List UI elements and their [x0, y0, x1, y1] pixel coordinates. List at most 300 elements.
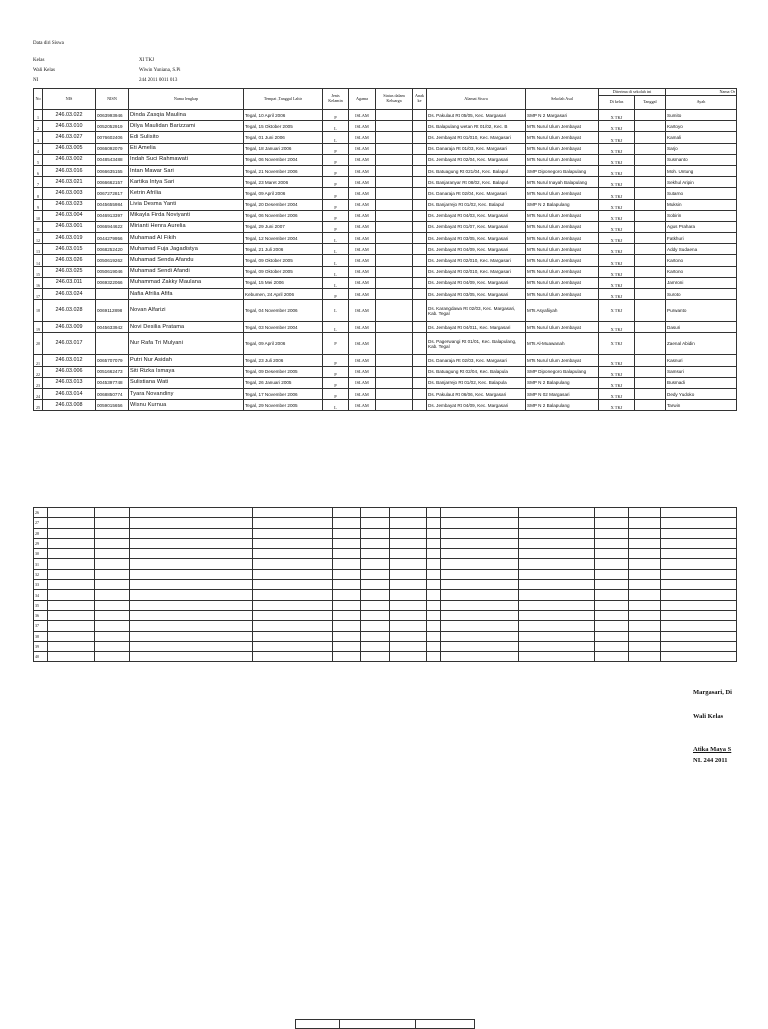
empty-cell	[95, 528, 130, 538]
empty-cell	[441, 621, 519, 631]
gender-cell: L	[323, 255, 349, 266]
empty-table-row	[34, 631, 737, 641]
gender-cell: P	[323, 110, 349, 121]
row-number: 9	[34, 199, 43, 210]
address-cell: Ds. Jembayat Rt 04/09, Kec. Margasari	[427, 400, 526, 411]
empty-cell	[629, 610, 661, 620]
row-number: 30	[34, 549, 48, 559]
family-status-cell	[376, 400, 413, 411]
empty-cell	[333, 528, 361, 538]
child-no-cell	[413, 377, 427, 388]
family-status-cell	[376, 233, 413, 244]
accepted-date-cell	[635, 400, 666, 411]
student-name: Livia Desma Yanti	[129, 199, 244, 210]
empty-cell	[427, 518, 441, 528]
nisn-cell: 0050619262	[96, 255, 129, 266]
nisn-cell: 0045397748	[96, 377, 129, 388]
student-table	[33, 88, 737, 411]
accepted-date-cell	[635, 143, 666, 154]
row-number: 24	[34, 388, 43, 399]
empty-table-row	[34, 559, 737, 569]
empty-cell	[390, 590, 427, 600]
row-number: 5	[34, 154, 43, 165]
empty-cell	[130, 590, 253, 600]
empty-cell	[427, 631, 441, 641]
empty-cell	[333, 580, 361, 590]
birth-cell: Tegal, 01 Juni 2006	[244, 132, 323, 143]
empty-cell	[519, 610, 595, 620]
table-row	[34, 377, 737, 388]
birth-cell: Tegal, 06 November 2006	[244, 210, 323, 221]
student-name: Mirianti Henra Aurelia	[129, 221, 244, 232]
student-name: Siti Rizka Ismaya	[129, 366, 244, 377]
empty-cell	[333, 621, 361, 631]
accepted-date-cell	[635, 121, 666, 132]
accepted-class-cell: X TKJ	[599, 177, 635, 188]
nisn-cell	[96, 333, 129, 355]
class-value: XI TKJ	[139, 58, 155, 63]
empty-cell	[441, 569, 519, 579]
table-row	[34, 165, 737, 176]
empty-cell	[253, 538, 333, 548]
row-number: 38	[34, 631, 48, 641]
empty-cell	[361, 508, 390, 518]
empty-cell	[629, 549, 661, 559]
empty-cell	[130, 569, 253, 579]
accepted-class-cell: X TKJ	[599, 132, 635, 143]
religion-cell: ISLAM	[349, 388, 376, 399]
student-name: Novi Desilia Pratama	[129, 322, 244, 333]
origin-school-cell: MTs Nurul Ulum Jembayat	[526, 154, 599, 165]
accepted-date-cell	[635, 210, 666, 221]
gender-cell: P	[323, 188, 349, 199]
row-number: 3	[34, 132, 43, 143]
gender-cell: P	[323, 289, 349, 300]
empty-cell	[519, 518, 595, 528]
address-cell: Ds. Jembayat Rt 02/010, Kec. Margasari	[427, 266, 526, 277]
father-name-cell: Fatkhuri	[666, 233, 737, 244]
empty-cell	[253, 610, 333, 620]
empty-cell	[130, 652, 253, 662]
row-number: 17	[34, 289, 43, 300]
accepted-date-cell	[635, 221, 666, 232]
empty-cell	[48, 590, 95, 600]
father-name-cell: Sobirin	[666, 210, 737, 221]
accepted-class-cell: X TKJ	[599, 233, 635, 244]
col-parent: Nama Or	[666, 89, 737, 96]
empty-cell	[130, 580, 253, 590]
accepted-class-cell: X TKJ	[599, 333, 635, 355]
gender-cell: P	[323, 154, 349, 165]
address-cell: Ds. Jembayat Rt 02/04, Kec. Margasari	[427, 154, 526, 165]
nis-cell: 246.03.024	[43, 289, 96, 300]
empty-cell	[48, 641, 95, 651]
empty-cell	[661, 549, 737, 559]
empty-cell	[361, 621, 390, 631]
nisn-cell: 0066635155	[96, 165, 129, 176]
empty-cell	[361, 610, 390, 620]
empty-cell	[595, 641, 629, 651]
origin-school-cell: MTs Nurul Ulum Jembayat	[526, 289, 599, 300]
empty-cell	[441, 600, 519, 610]
father-name-cell: Jamroni	[666, 277, 737, 288]
empty-cell	[48, 508, 95, 518]
empty-cell	[441, 590, 519, 600]
table-row	[34, 366, 737, 377]
family-status-cell	[376, 199, 413, 210]
empty-cell	[48, 538, 95, 548]
empty-cell	[519, 559, 595, 569]
accepted-class-cell: X TKJ	[599, 244, 635, 255]
empty-cell	[130, 508, 253, 518]
origin-school-cell: MTs Nurul Ulum Jembayat	[526, 355, 599, 366]
empty-cell	[629, 518, 661, 528]
birth-cell: Tegal, 06 November 2004	[244, 154, 323, 165]
student-name: Muhammad Zakky Maulana	[129, 277, 244, 288]
empty-cell	[629, 621, 661, 631]
child-no-cell	[413, 210, 427, 221]
empty-cell	[629, 538, 661, 548]
religion-cell: ISLAM	[349, 188, 376, 199]
nis-cell: 246.03.015	[43, 244, 96, 255]
nisn-cell: 0052052919	[96, 121, 129, 132]
row-number: 13	[34, 244, 43, 255]
origin-school-cell: MTs Nurul Ulum Jembayat	[526, 233, 599, 244]
empty-table-row	[34, 621, 737, 631]
child-no-cell	[413, 266, 427, 277]
family-status-cell	[376, 244, 413, 255]
row-number: 11	[34, 221, 43, 232]
empty-table-row	[34, 508, 737, 518]
address-cell: Ds. Batuagung Rt 021/04, Kec. Balapul	[427, 165, 526, 176]
row-number: 28	[34, 528, 48, 538]
row-number: 19	[34, 322, 43, 333]
empty-cell	[390, 600, 427, 610]
gender-cell: P	[323, 210, 349, 221]
col-origin-school: Sekolah Asal	[526, 89, 599, 110]
child-no-cell	[413, 255, 427, 266]
empty-cell	[427, 538, 441, 548]
empty-cell	[661, 621, 737, 631]
empty-cell	[595, 528, 629, 538]
row-number: 32	[34, 569, 48, 579]
birth-cell: Tegal, 15 Mei 2006	[244, 277, 323, 288]
empty-cell	[130, 528, 253, 538]
empty-cell	[629, 508, 661, 518]
empty-cell	[253, 528, 333, 538]
accepted-class-cell: X TKJ	[599, 277, 635, 288]
empty-rows-body	[34, 508, 737, 662]
empty-cell	[361, 549, 390, 559]
nisn-cell: 0045655984	[96, 199, 129, 210]
nis-cell: 246.03.017	[43, 333, 96, 355]
empty-cell	[361, 590, 390, 600]
father-name-cell: Zaenal Abidin	[666, 333, 737, 355]
empty-cell	[390, 641, 427, 651]
father-name-cell: Agus Prahara	[666, 221, 737, 232]
address-cell: Ds. Jembayat Rt 03/05, Kec. Margasari	[427, 233, 526, 244]
religion-cell: ISLAM	[349, 355, 376, 366]
child-no-cell	[413, 366, 427, 377]
nis-cell: 246.03.004	[43, 210, 96, 221]
empty-table-row	[34, 580, 737, 590]
nis-cell: 246.03.023	[43, 199, 96, 210]
empty-cell	[519, 621, 595, 631]
gender-cell: P	[323, 143, 349, 154]
signature-place-date: Margasari, Di	[693, 689, 732, 696]
nisn-cell: 0066944622	[96, 221, 129, 232]
empty-cell	[661, 538, 737, 548]
empty-cell	[390, 621, 427, 631]
row-number: 4	[34, 143, 43, 154]
empty-cell	[48, 528, 95, 538]
table-row	[34, 255, 737, 266]
birth-cell: Tegal, 15 Oktober 2005	[244, 121, 323, 132]
empty-cell	[595, 569, 629, 579]
family-status-cell	[376, 277, 413, 288]
origin-school-cell: MTs Nurul Ulum Jembayat	[526, 266, 599, 277]
col-accepted-date: Tanggal	[635, 96, 666, 110]
birth-cell: Tegal, 09 Oktober 2005	[244, 255, 323, 266]
student-name: Edi Sulisito	[129, 132, 244, 143]
row-number: 21	[34, 355, 43, 366]
nisn-cell: 0066092079	[96, 143, 129, 154]
child-no-cell	[413, 177, 427, 188]
family-status-cell	[376, 221, 413, 232]
origin-school-cell: SMP N 2 Balapulang	[526, 400, 599, 411]
empty-cell	[390, 508, 427, 518]
empty-cell	[519, 631, 595, 641]
family-status-cell	[376, 188, 413, 199]
row-number: 33	[34, 580, 48, 590]
accepted-class-cell: X TKJ	[599, 388, 635, 399]
footer-cell	[415, 1020, 473, 1028]
empty-cell	[441, 610, 519, 620]
empty-cell	[519, 508, 595, 518]
empty-cell	[519, 549, 595, 559]
row-number: 35	[34, 600, 48, 610]
religion-cell: ISLAM	[349, 177, 376, 188]
birth-cell: Tegal, 09 Oktober 2005	[244, 266, 323, 277]
empty-cell	[95, 508, 130, 518]
row-number: 26	[34, 508, 48, 518]
empty-cell	[130, 549, 253, 559]
row-number: 22	[34, 366, 43, 377]
nisn-cell: 0068252420	[96, 244, 129, 255]
accepted-date-cell	[635, 132, 666, 143]
row-number: 34	[34, 590, 48, 600]
empty-cell	[333, 518, 361, 528]
empty-cell	[595, 518, 629, 528]
religion-cell: ISLAM	[349, 333, 376, 355]
empty-cell	[629, 580, 661, 590]
empty-cell	[130, 600, 253, 610]
empty-cell	[361, 641, 390, 651]
accepted-date-cell	[635, 244, 666, 255]
empty-cell	[361, 631, 390, 641]
accepted-date-cell	[635, 154, 666, 165]
homeroom-label: Wali Kelas	[33, 68, 55, 73]
nis-cell: 246.03.003	[43, 188, 96, 199]
origin-school-cell: MTs Asyafiiyah	[526, 300, 599, 322]
religion-cell: ISLAM	[349, 210, 376, 221]
address-cell: Ds. Jembayat Rt 04/03, Kec. Margasari	[427, 210, 526, 221]
empty-cell	[629, 600, 661, 610]
child-no-cell	[413, 199, 427, 210]
empty-cell	[629, 631, 661, 641]
religion-cell: ISLAM	[349, 110, 376, 121]
nis-cell: 246.03.011	[43, 277, 96, 288]
gender-cell: L	[323, 244, 349, 255]
nisn-cell: 0044279956	[96, 233, 129, 244]
gender-cell: L	[323, 132, 349, 143]
father-name-cell: Suroto	[666, 289, 737, 300]
empty-cell	[441, 528, 519, 538]
student-name: Intan Mawar Sari	[129, 165, 244, 176]
nis-cell: 246.03.027	[43, 132, 96, 143]
col-no: No	[34, 89, 43, 110]
empty-cell	[661, 559, 737, 569]
accepted-date-cell	[635, 199, 666, 210]
gender-cell: L	[323, 322, 349, 333]
col-father: Ayah	[666, 96, 737, 110]
empty-cell	[661, 631, 737, 641]
family-status-cell	[376, 300, 413, 322]
empty-cell	[427, 580, 441, 590]
origin-school-cell: SMP Diponegoro Balapulang	[526, 165, 599, 176]
empty-cell	[661, 641, 737, 651]
accepted-class-cell: X TKJ	[599, 300, 635, 322]
birth-cell: Kebumen, 24 April 2006	[244, 289, 323, 300]
gender-cell: P	[323, 355, 349, 366]
address-cell: Ds. Pagerwangi Rt 01/01, Kec. Balapulang, Kab. Tegal	[427, 333, 526, 355]
empty-cell	[48, 518, 95, 528]
empty-table-row	[34, 528, 737, 538]
empty-cell	[661, 518, 737, 528]
row-number: 20	[34, 333, 43, 355]
table-row	[34, 121, 737, 132]
empty-cell	[661, 652, 737, 662]
empty-cell	[390, 549, 427, 559]
empty-table-row	[34, 569, 737, 579]
religion-cell: ISLAM	[349, 233, 376, 244]
empty-cell	[427, 559, 441, 569]
address-cell: Ds. Banjaranyar Rt 08/02, Kec. Balapul	[427, 177, 526, 188]
birth-cell: Tegal, 09 April 2006	[244, 333, 323, 355]
empty-cell	[595, 549, 629, 559]
empty-cell	[253, 600, 333, 610]
birth-cell: Tegal, 29 Juni 2007	[244, 221, 323, 232]
empty-cell	[595, 631, 629, 641]
birth-cell: Tegal, 23 Juli 2006	[244, 355, 323, 366]
row-number: 18	[34, 300, 43, 322]
empty-cell	[595, 538, 629, 548]
empty-cell	[441, 549, 519, 559]
col-birth: Tempat ,Tanggal Lahir	[244, 89, 323, 110]
father-name-cell: Muksin	[666, 199, 737, 210]
empty-cell	[427, 549, 441, 559]
origin-school-cell: MTs Nurul Ulum Jembayat	[526, 143, 599, 154]
address-cell: Ds. Karangdawa Rt 02/03, Kec. Margasari, Kab. Tegal	[427, 300, 526, 322]
empty-cell	[519, 641, 595, 651]
col-religion: Agama	[349, 89, 376, 110]
row-number: 37	[34, 621, 48, 631]
family-status-cell	[376, 366, 413, 377]
nis-cell: 246.03.008	[43, 400, 96, 411]
student-name: Ketrin Afrilia	[129, 188, 244, 199]
student-name: Novan Alfarizi	[129, 300, 244, 322]
birth-cell: Tegal, 29 November 2005	[244, 400, 323, 411]
student-name: Dilya Maulidan Barizzami	[129, 121, 244, 132]
birth-cell: Tegal, 04 November 2006	[244, 300, 323, 322]
accepted-class-cell: X TKJ	[599, 255, 635, 266]
family-status-cell	[376, 289, 413, 300]
empty-cell	[629, 590, 661, 600]
address-cell: Ds. Banjarrejo Rt 01/02, Kec. Balapul	[427, 199, 526, 210]
family-status-cell	[376, 121, 413, 132]
class-label: Kelas	[33, 58, 45, 63]
religion-cell: ISLAM	[349, 289, 376, 300]
empty-cell	[629, 528, 661, 538]
father-name-cell: Sekhul Aripin	[666, 177, 737, 188]
accepted-class-cell: X TKJ	[599, 322, 635, 333]
nisn-cell: 0046913397	[96, 210, 129, 221]
row-number: 15	[34, 266, 43, 277]
birth-cell: Tegal, 03 November 2004	[244, 322, 323, 333]
accepted-class-cell: X TKJ	[599, 377, 635, 388]
empty-cell	[253, 631, 333, 641]
child-no-cell	[413, 355, 427, 366]
origin-school-cell: MTs Nurul Ulum Jembayat	[526, 121, 599, 132]
student-name: Wisnu Kurnua	[129, 400, 244, 411]
accepted-date-cell	[635, 255, 666, 266]
table-row	[34, 143, 737, 154]
row-number: 40	[34, 652, 48, 662]
empty-cell	[595, 508, 629, 518]
gender-cell: L	[323, 121, 349, 132]
empty-cell	[333, 569, 361, 579]
empty-cell	[95, 538, 130, 548]
nis-cell: 246.03.014	[43, 388, 96, 399]
gender-cell: P	[323, 177, 349, 188]
student-name: Nur Rafa Tri Mulyani	[129, 333, 244, 355]
row-number: 8	[34, 188, 43, 199]
accepted-class-cell: X TKJ	[599, 143, 635, 154]
empty-table-row	[34, 600, 737, 610]
family-status-cell	[376, 143, 413, 154]
empty-cell	[333, 641, 361, 651]
empty-cell	[48, 631, 95, 641]
table-row	[34, 233, 737, 244]
empty-cell	[130, 641, 253, 651]
empty-cell	[427, 590, 441, 600]
empty-cell	[130, 518, 253, 528]
signature-role: Wali Kelas	[693, 713, 724, 720]
birth-cell: Tegal, 21 November 2006	[244, 165, 323, 176]
empty-cell	[253, 569, 333, 579]
father-name-cell: Kartono	[666, 266, 737, 277]
empty-cell	[519, 580, 595, 590]
empty-cell	[95, 590, 130, 600]
nisn-cell: 0067272817	[96, 188, 129, 199]
empty-cell	[48, 621, 95, 631]
gender-cell: L	[323, 277, 349, 288]
table-row	[34, 244, 737, 255]
empty-cell	[361, 518, 390, 528]
child-no-cell	[413, 132, 427, 143]
empty-cell	[441, 508, 519, 518]
footer-box	[295, 1019, 475, 1029]
